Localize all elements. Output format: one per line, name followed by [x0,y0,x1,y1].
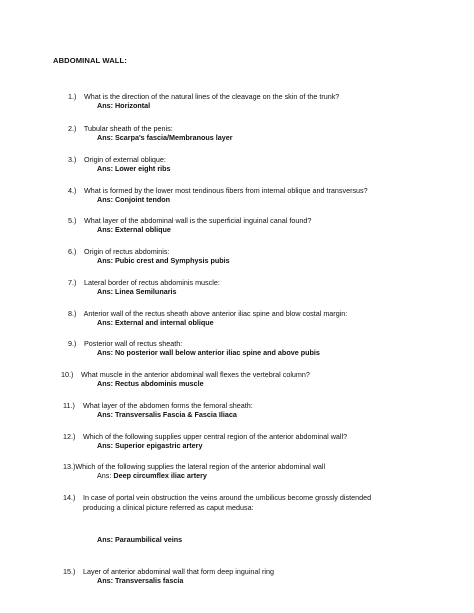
answer-label: Ans: [97,379,113,388]
question-number: 8.) [68,309,77,318]
answer-label: Ans: [97,535,113,544]
answer-label: Ans: [97,164,113,173]
answer-label: Ans: [97,576,113,585]
answer-value: Conjoint tendon [114,195,171,204]
answer-label: Ans: [97,471,112,480]
answer-text [97,410,237,420]
question-body: What muscle in the anterior abdominal wall flexes the vertebral column? [81,370,310,379]
answer-label: Ans: [97,133,113,142]
answer-value: Lower eight ribs [114,164,171,173]
question-number: 2.) [68,124,77,133]
answer-label: Ans: [97,410,113,419]
question-number: 13.) [63,462,76,471]
question-number: 11.) [63,401,75,410]
question-body: Layer of anterior abdominal wall that form deep inguinal ring [83,567,274,576]
answer-text [97,256,230,266]
answer-value: Scarpa's fascia/Membranous layer [114,133,233,142]
question-body: Tubular sheath of the penis: [83,124,173,133]
answer-value: External and internal oblique [114,318,214,327]
question-number: 1.) [68,92,77,101]
answer-text [97,195,170,205]
answer-text [97,471,207,481]
answer-value: Paraumbilical veins [114,535,183,544]
question-number: 7.) [68,278,77,287]
answer-text [97,164,171,174]
answer-text [97,318,214,328]
answer-value: Linea Semilunaris [114,287,177,296]
answer-label: Ans: [97,287,113,296]
answer-value: No posterior wall below anterior iliac spine and above pubis [114,348,320,357]
answer-label: Ans: [97,348,113,357]
question-number: 4.) [68,186,77,195]
answer-value: Horizontal [114,101,151,110]
question-number: 15.) [63,567,76,576]
question-number: 14.) [63,493,76,502]
answer-value: Transversalis fascia [114,576,184,585]
question-body: Which of the following supplies upper central region of the anterior abdominal wall? [83,432,348,441]
question-body: Origin of rectus abdominis: [84,247,170,256]
answer-value: Rectus abdominis muscle [114,379,204,388]
question-body: Lateral border of rectus abdominis muscle: [84,278,220,287]
answer-label: Ans: [97,318,113,327]
question-body: Posterior wall of rectus sheath: [84,339,183,348]
question-body: Origin of external oblique: [84,155,166,164]
answer-text [97,287,177,297]
answer-value: Superior epigastric artery [114,441,203,450]
answer-text [97,379,204,389]
question-body: What layer of the abdomen forms the femoral sheath: [83,401,253,410]
question-body: What layer of the abdominal wall is the superficial inguinal canal found? [84,216,312,225]
answer-text [97,101,150,111]
question-body: Which of the following supplies the lateral region of the anterior abdominal wall [75,462,326,471]
answer-text [97,441,202,451]
answer-label: Ans: [97,195,113,204]
question-number: 9.) [68,339,77,348]
question-number: 3.) [68,155,77,164]
question-text-continued: producing a clinical picture referred as caput medusa: [83,503,254,512]
question-number: 5.) [68,216,77,225]
answer-text [97,535,182,545]
question-body: In case of portal vein obstruction the veins around the umbilicus become grossly distended [83,493,372,502]
answer-value: Pubic crest and Symphysis pubis [114,256,230,265]
question-body: Anterior wall of the rectus sheath above anterior iliac spine and blow costal margin: [83,309,348,318]
document-title: ABDOMINAL WALL: [53,56,127,65]
answer-text [97,348,320,358]
question-number: 12.) [63,432,76,441]
answer-value: Deep circumflex iliac artery [113,471,207,480]
answer-text [97,576,183,586]
answer-label: Ans: [97,256,113,265]
answer-label: Ans: [97,225,113,234]
answer-label: Ans: [97,441,113,450]
question-body: What is the direction of the natural lines of the cleavage on the skin of the trunk? [84,92,340,101]
question-number: 10.) [61,370,74,379]
answer-text [97,133,233,143]
answer-value: Transversalis Fascia & Fascia Iliaca [114,410,237,419]
question-number: 6.) [68,247,77,256]
answer-value: External oblique [114,225,171,234]
answer-label: Ans: [97,101,113,110]
answer-text [97,225,171,235]
question-text [63,493,371,503]
question-body: What is formed by the lower most tendinous fibers from internal oblique and transversus? [84,186,368,195]
